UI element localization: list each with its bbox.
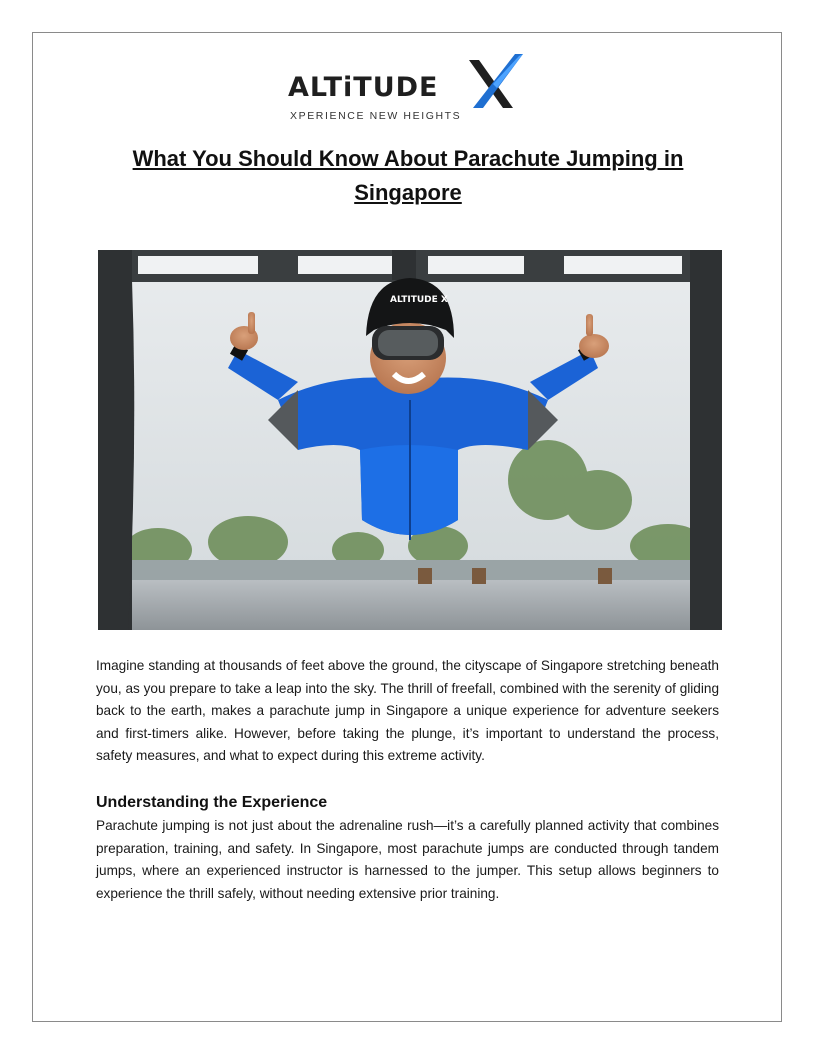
section-heading: Understanding the Experience <box>96 794 328 811</box>
hero-photo <box>98 250 722 630</box>
page-title: What You Should Know About Parachute Jumping in Singapore <box>132 146 684 205</box>
helmet-logo-text: ALTITUDE X <box>390 295 448 305</box>
altitude-x-logo <box>288 52 528 126</box>
logo-x-icon <box>463 52 525 114</box>
section-paragraph: Parachute jumping is not just about the adrenaline rush—it’s a carefully planned activity that combines preparation, training, and safety. In Singapore, most parachute jumps are conducted through tandem jumps, where an experienced instructor is harnessed to the jumper. This setup allows beginners to experience the thrill safely, without needing extensive prior training. <box>96 818 719 901</box>
logo-wordmark: ALTiTUDE <box>288 72 439 103</box>
logo-tagline: XPERIENCE NEW HEIGHTS <box>290 110 462 122</box>
indoor-skydiver-image <box>98 250 722 630</box>
intro-paragraph: Imagine standing at thousands of feet above the ground, the cityscape of Singapore stretching beneath you, as you prepare to take a leap into the sky. The thrill of freefall, combined with the serenity of gliding back to the earth, makes a parachute jump in Singapore a unique experience for adventure seekers and first-timers alike. However, before taking the plunge, it’s important to understand the process, safety measures, and what to expect during this extreme activity. <box>96 658 719 764</box>
